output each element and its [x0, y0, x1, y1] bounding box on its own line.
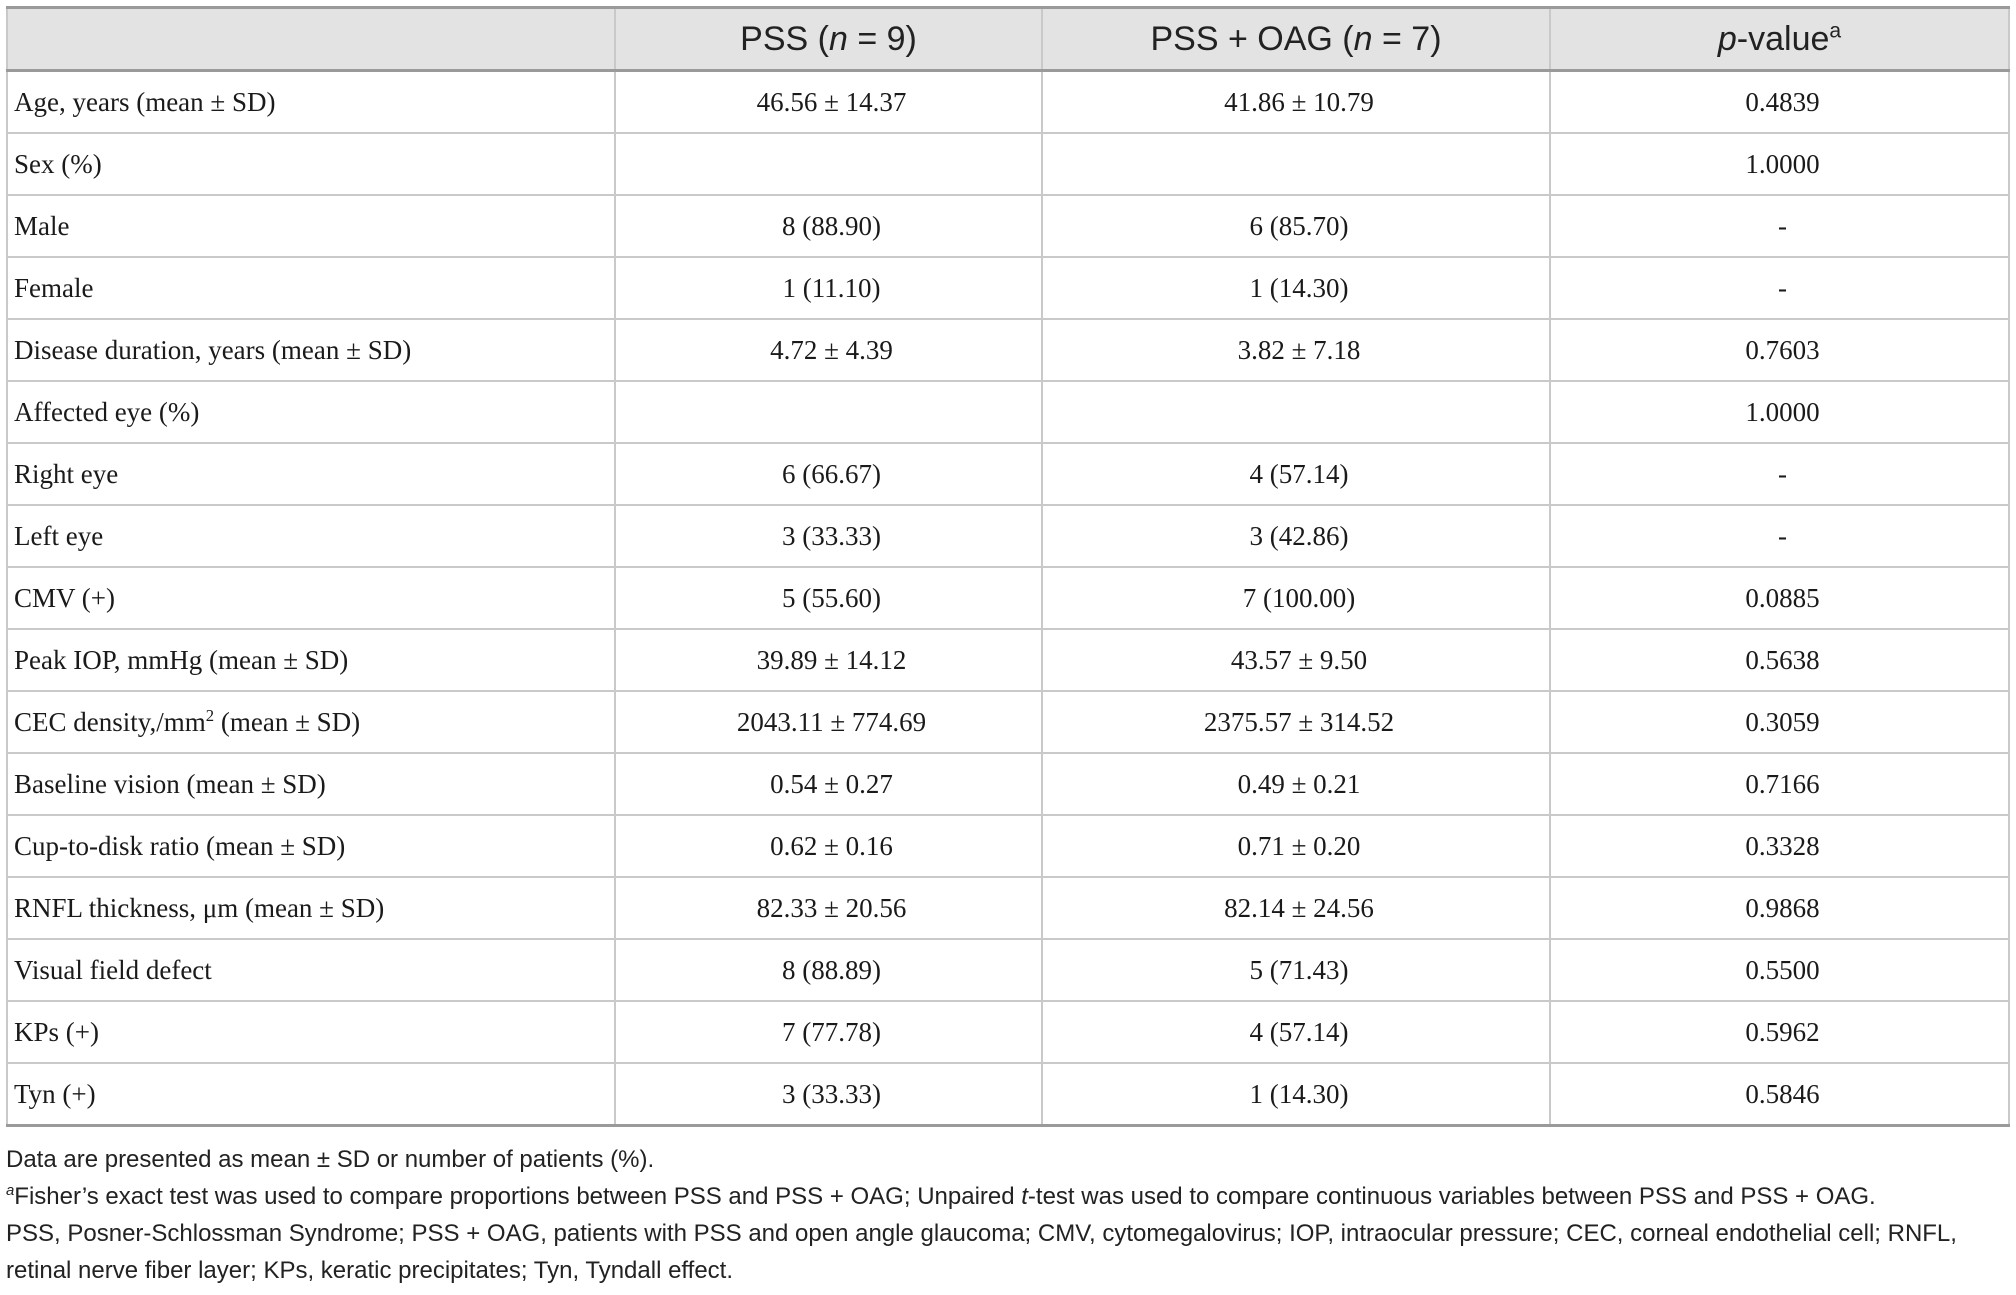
pss-oag-value: 3 (42.86) — [1042, 505, 1550, 567]
row-label: CMV (+) — [7, 567, 615, 629]
table-row — [7, 815, 2009, 877]
p-value: - — [1550, 505, 2009, 567]
pss-value: 46.56 ± 14.37 — [615, 71, 1042, 134]
table-row — [7, 381, 2009, 443]
pss-oag-value: 43.57 ± 9.50 — [1042, 629, 1550, 691]
p-value: - — [1550, 443, 2009, 505]
footnote-statistical-tests: $^a$Fisher’s exact test was used to compare proportions between PSS and PSS + OAG; Unpaired t-test was used to compare continuous variables between PSS and PSS + OAG. — [6, 1183, 1876, 1210]
pss-oag-value — [1042, 133, 1550, 195]
footnote-abbreviations: PSS, Posner-Schlossman Syndrome; PSS + OAG, patients with PSS and open angle glaucoma; CMV, cytomegalovirus; IOP, intraocular pressure; CEC, corneal endothelial cell; RNFL, — [6, 1220, 1957, 1247]
row-label: RNFL thickness, μm (mean ± SD) — [7, 877, 615, 939]
pss-value: 0.54 ± 0.27 — [615, 753, 1042, 815]
p-value: 0.3328 — [1550, 815, 2009, 877]
footnote-data-presentation: Data are presented as mean ± SD or number of patients (%). — [6, 1146, 655, 1173]
p-value: - — [1550, 257, 2009, 319]
pss-value: 0.62 ± 0.16 — [615, 815, 1042, 877]
pss-oag-value: 1 (14.30) — [1042, 1063, 1550, 1126]
pss-oag-value: 5 (71.43) — [1042, 939, 1550, 1001]
pss-value: 3 (33.33) — [615, 1063, 1042, 1126]
table-row — [7, 1063, 2009, 1126]
table-row — [7, 71, 2009, 134]
table-row — [7, 629, 2009, 691]
pss-oag-value: 2375.57 ± 314.52 — [1042, 691, 1550, 753]
table-row — [7, 691, 2009, 753]
pss-oag-value: 3.82 ± 7.18 — [1042, 319, 1550, 381]
row-label: Right eye — [7, 443, 615, 505]
table-container — [6, 6, 2008, 1289]
table-row — [7, 1001, 2009, 1063]
row-label: Peak IOP, mmHg (mean ± SD) — [7, 629, 615, 691]
pss-value: 6 (66.67) — [615, 443, 1042, 505]
row-label: Affected eye (%) — [7, 381, 615, 443]
p-value: 0.3059 — [1550, 691, 2009, 753]
header-p-value: p-value$^a$ — [1550, 8, 2009, 71]
pss-value — [615, 381, 1042, 443]
header-pss-oag: PSS + OAG (n = 7) — [1042, 8, 1550, 71]
row-label: Visual field defect — [7, 939, 615, 1001]
table-row — [7, 133, 2009, 195]
footnote-abbreviations-continued: retinal nerve fiber layer; KPs, keratic precipitates; Tyn, Tyndall effect. — [6, 1257, 734, 1284]
row-label: Left eye — [7, 505, 615, 567]
table-row — [7, 877, 2009, 939]
row-label: Female — [7, 257, 615, 319]
pss-oag-value: 7 (100.00) — [1042, 567, 1550, 629]
pss-value: 8 (88.89) — [615, 939, 1042, 1001]
p-value: 1.0000 — [1550, 133, 2009, 195]
row-label: KPs (+) — [7, 1001, 615, 1063]
pss-oag-value: 0.49 ± 0.21 — [1042, 753, 1550, 815]
p-value: 0.5962 — [1550, 1001, 2009, 1063]
row-label: Baseline vision (mean ± SD) — [7, 753, 615, 815]
row-label: Tyn (+) — [7, 1063, 615, 1126]
p-value: 0.5500 — [1550, 939, 2009, 1001]
p-value: 1.0000 — [1550, 381, 2009, 443]
pss-oag-value: 41.86 ± 10.79 — [1042, 71, 1550, 134]
pss-oag-value: 6 (85.70) — [1042, 195, 1550, 257]
header-blank — [7, 8, 615, 71]
header-pss: PSS (n = 9) — [615, 8, 1042, 71]
footnotes — [6, 1141, 2008, 1289]
p-value: 0.0885 — [1550, 567, 2009, 629]
pss-oag-value: 1 (14.30) — [1042, 257, 1550, 319]
pss-value: 7 (77.78) — [615, 1001, 1042, 1063]
row-label: Disease duration, years (mean ± SD) — [7, 319, 615, 381]
pss-value: 3 (33.33) — [615, 505, 1042, 567]
table-row — [7, 753, 2009, 815]
header-row — [7, 8, 2009, 71]
p-value: 0.9868 — [1550, 877, 2009, 939]
row-label: Age, years (mean ± SD) — [7, 71, 615, 134]
p-value: 0.5846 — [1550, 1063, 2009, 1126]
row-label: CEC $density,/mm^2$ (mean ± SD) — [7, 691, 615, 753]
p-value: - — [1550, 195, 2009, 257]
p-value: 0.7166 — [1550, 753, 2009, 815]
table-row — [7, 505, 2009, 567]
p-value: 0.5638 — [1550, 629, 2009, 691]
pss-value: 2043.11 ± 774.69 — [615, 691, 1042, 753]
table-row — [7, 939, 2009, 1001]
pss-value: 1 (11.10) — [615, 257, 1042, 319]
pss-oag-value — [1042, 381, 1550, 443]
pss-oag-value: 4 (57.14) — [1042, 1001, 1550, 1063]
table-row — [7, 567, 2009, 629]
table-row — [7, 195, 2009, 257]
pss-value: 5 (55.60) — [615, 567, 1042, 629]
pss-value: 8 (88.90) — [615, 195, 1042, 257]
table-row — [7, 319, 2009, 381]
patient-characteristics-table — [6, 6, 2010, 1127]
pss-value: 4.72 ± 4.39 — [615, 319, 1042, 381]
pss-oag-value: 4 (57.14) — [1042, 443, 1550, 505]
table-row — [7, 443, 2009, 505]
pss-value: 82.33 ± 20.56 — [615, 877, 1042, 939]
row-label: Male — [7, 195, 615, 257]
table-row — [7, 257, 2009, 319]
p-value: 0.7603 — [1550, 319, 2009, 381]
pss-oag-value: 0.71 ± 0.20 — [1042, 815, 1550, 877]
p-value: 0.4839 — [1550, 71, 2009, 134]
row-label: Cup-to-disk ratio (mean ± SD) — [7, 815, 615, 877]
pss-value — [615, 133, 1042, 195]
pss-value: 39.89 ± 14.12 — [615, 629, 1042, 691]
pss-oag-value: 82.14 ± 24.56 — [1042, 877, 1550, 939]
row-label: Sex (%) — [7, 133, 615, 195]
